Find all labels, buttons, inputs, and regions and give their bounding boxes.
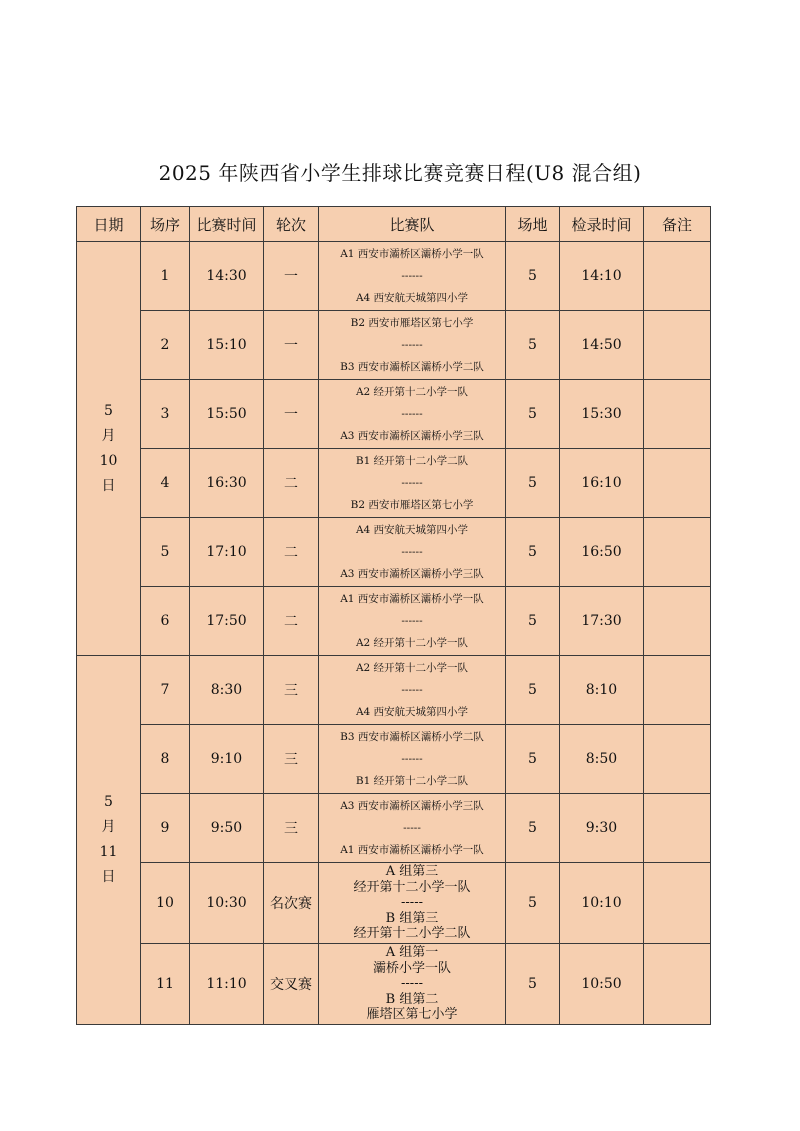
match-venue: 5 — [506, 380, 560, 449]
team-a: A1 西安市灞桥区灞桥小学一队 — [340, 248, 484, 260]
match-note — [644, 380, 711, 449]
match-checkin: 15:30 — [560, 380, 644, 449]
group-rank-b: B 组第二 — [385, 991, 439, 1007]
date-line: 5 — [104, 794, 113, 810]
team-separator: ------ — [401, 477, 423, 489]
match-round: 交叉赛 — [264, 944, 319, 1025]
header-checkin: 检录时间 — [560, 207, 644, 242]
match-time: 8:30 — [190, 656, 264, 725]
match-checkin: 10:50 — [560, 944, 644, 1025]
team-a: 经开第十二小学一队 — [353, 879, 471, 895]
match-venue: 5 — [506, 587, 560, 656]
match-round: 一 — [264, 311, 319, 380]
match-venue: 5 — [506, 944, 560, 1025]
match-checkin: 16:50 — [560, 518, 644, 587]
date-line: 11 — [99, 844, 118, 860]
team-separator: ------ — [401, 270, 423, 282]
team-b: A3 西安市灞桥区灞桥小学三队 — [340, 430, 484, 442]
team-b: A2 经开第十二小学一队 — [355, 637, 469, 649]
group-rank-b: B 组第三 — [385, 910, 439, 926]
date-line: 日 — [101, 477, 116, 494]
schedule-table — [76, 206, 711, 1025]
group-rank-a: A 组第三 — [385, 864, 439, 880]
table-row — [77, 725, 711, 794]
match-no: 10 — [141, 863, 190, 944]
table-row — [77, 656, 711, 725]
match-no: 1 — [141, 242, 190, 311]
match-round: 三 — [264, 725, 319, 794]
date-line: 5 — [104, 402, 113, 419]
team-a: A2 经开第十二小学一队 — [355, 662, 469, 674]
match-note — [644, 944, 711, 1025]
match-time: 9:50 — [190, 794, 264, 863]
team-b: B3 西安市灞桥区灞桥小学二队 — [340, 361, 484, 373]
match-no: 2 — [141, 311, 190, 380]
match-note — [644, 656, 711, 725]
date-cell — [77, 656, 141, 1025]
match-time: 16:30 — [190, 449, 264, 518]
match-teams — [319, 863, 506, 944]
team-separator: ------ — [401, 546, 423, 558]
match-time: 17:50 — [190, 587, 264, 656]
header-match-no: 场序 — [141, 207, 190, 242]
match-venue: 5 — [506, 725, 560, 794]
match-teams — [319, 944, 506, 1025]
table-row — [77, 518, 711, 587]
table-row — [77, 587, 711, 656]
match-time: 10:30 — [190, 863, 264, 944]
match-checkin: 8:10 — [560, 656, 644, 725]
table-row — [77, 242, 711, 311]
match-venue: 5 — [506, 656, 560, 725]
team-b: A4 西安航天城第四小学 — [355, 706, 469, 718]
table-row — [77, 944, 711, 1025]
match-no: 4 — [141, 449, 190, 518]
team-separator: ------ — [401, 615, 423, 627]
date-line: 月 — [101, 819, 116, 835]
match-checkin: 9:30 — [560, 794, 644, 863]
team-b: A4 西安航天城第四小学 — [355, 292, 469, 304]
match-note — [644, 725, 711, 794]
match-time: 15:50 — [190, 380, 264, 449]
team-b: 经开第十二小学二队 — [353, 926, 471, 942]
match-time: 15:10 — [190, 311, 264, 380]
match-no: 5 — [141, 518, 190, 587]
team-a: A1 西安市灞桥区灞桥小学一队 — [340, 593, 484, 605]
match-note — [644, 587, 711, 656]
match-teams — [319, 587, 506, 656]
team-a: A4 西安航天城第四小学 — [355, 524, 469, 536]
match-time: 14:30 — [190, 242, 264, 311]
team-b: B1 经开第十二小学二队 — [355, 775, 469, 787]
header-round: 轮次 — [264, 207, 319, 242]
match-venue: 5 — [506, 794, 560, 863]
table-row — [77, 794, 711, 863]
table-row — [77, 311, 711, 380]
match-no: 9 — [141, 794, 190, 863]
header-time: 比赛时间 — [190, 207, 264, 242]
match-round: 一 — [264, 380, 319, 449]
page-title: 2025 年陕西省小学生排球比赛竞赛日程(U8 混合组) — [158, 161, 642, 185]
match-note — [644, 518, 711, 587]
match-note — [644, 449, 711, 518]
match-round: 二 — [264, 587, 319, 656]
match-checkin: 17:30 — [560, 587, 644, 656]
match-teams — [319, 380, 506, 449]
table-row — [77, 380, 711, 449]
match-venue: 5 — [506, 311, 560, 380]
team-a: A2 经开第十二小学一队 — [355, 386, 469, 398]
match-venue: 5 — [506, 518, 560, 587]
match-note — [644, 794, 711, 863]
match-teams — [319, 449, 506, 518]
match-time: 17:10 — [190, 518, 264, 587]
team-a: 灞桥小学一队 — [372, 960, 451, 976]
match-time: 11:10 — [190, 944, 264, 1025]
match-no: 3 — [141, 380, 190, 449]
match-round: 二 — [264, 518, 319, 587]
match-checkin: 16:10 — [560, 449, 644, 518]
group-rank-a: A 组第一 — [385, 945, 439, 961]
match-teams — [319, 794, 506, 863]
team-separator: ----- — [403, 822, 421, 834]
match-venue: 5 — [506, 863, 560, 944]
date-line: 月 — [101, 427, 116, 444]
match-time: 9:10 — [190, 725, 264, 794]
date-line: 日 — [101, 869, 116, 885]
date-line: 10 — [99, 452, 118, 469]
match-teams — [319, 518, 506, 587]
team-a: B1 经开第十二小学二队 — [355, 455, 469, 467]
match-no: 11 — [141, 944, 190, 1025]
team-separator: ------ — [401, 684, 423, 696]
team-b: A3 西安市灞桥区灞桥小学三队 — [340, 568, 484, 580]
team-separator: ------ — [401, 339, 423, 351]
team-separator: ----- — [401, 976, 423, 992]
team-a: B2 西安市雁塔区第七小学 — [350, 317, 474, 329]
match-round: 三 — [264, 656, 319, 725]
match-round: 一 — [264, 242, 319, 311]
match-no: 8 — [141, 725, 190, 794]
team-b: A1 西安市灞桥区灞桥小学一队 — [340, 844, 484, 856]
match-round: 二 — [264, 449, 319, 518]
match-checkin: 14:10 — [560, 242, 644, 311]
match-teams — [319, 242, 506, 311]
match-teams — [319, 311, 506, 380]
match-checkin: 8:50 — [560, 725, 644, 794]
header-row — [77, 207, 711, 242]
match-note — [644, 242, 711, 311]
match-teams — [319, 656, 506, 725]
match-round: 三 — [264, 794, 319, 863]
table-row — [77, 449, 711, 518]
header-note: 备注 — [644, 207, 711, 242]
match-venue: 5 — [506, 449, 560, 518]
team-separator: ------ — [401, 753, 423, 765]
match-no: 6 — [141, 587, 190, 656]
match-checkin: 10:10 — [560, 863, 644, 944]
match-round: 名次赛 — [264, 863, 319, 944]
team-separator: ------ — [401, 408, 423, 420]
team-a: A3 西安市灞桥区灞桥小学三队 — [340, 800, 484, 812]
match-note — [644, 863, 711, 944]
match-note — [644, 311, 711, 380]
team-b: 雁塔区第七小学 — [366, 1007, 458, 1023]
team-b: B2 西安市雁塔区第七小学 — [350, 499, 474, 511]
team-separator: ----- — [401, 895, 423, 911]
match-no: 7 — [141, 656, 190, 725]
table-row — [77, 863, 711, 944]
header-venue: 场地 — [506, 207, 560, 242]
header-date: 日期 — [77, 207, 141, 242]
match-venue: 5 — [506, 242, 560, 311]
match-teams — [319, 725, 506, 794]
match-checkin: 14:50 — [560, 311, 644, 380]
date-cell — [77, 242, 141, 656]
team-a: B3 西安市灞桥区灞桥小学二队 — [340, 731, 484, 743]
header-teams: 比赛队 — [319, 207, 506, 242]
